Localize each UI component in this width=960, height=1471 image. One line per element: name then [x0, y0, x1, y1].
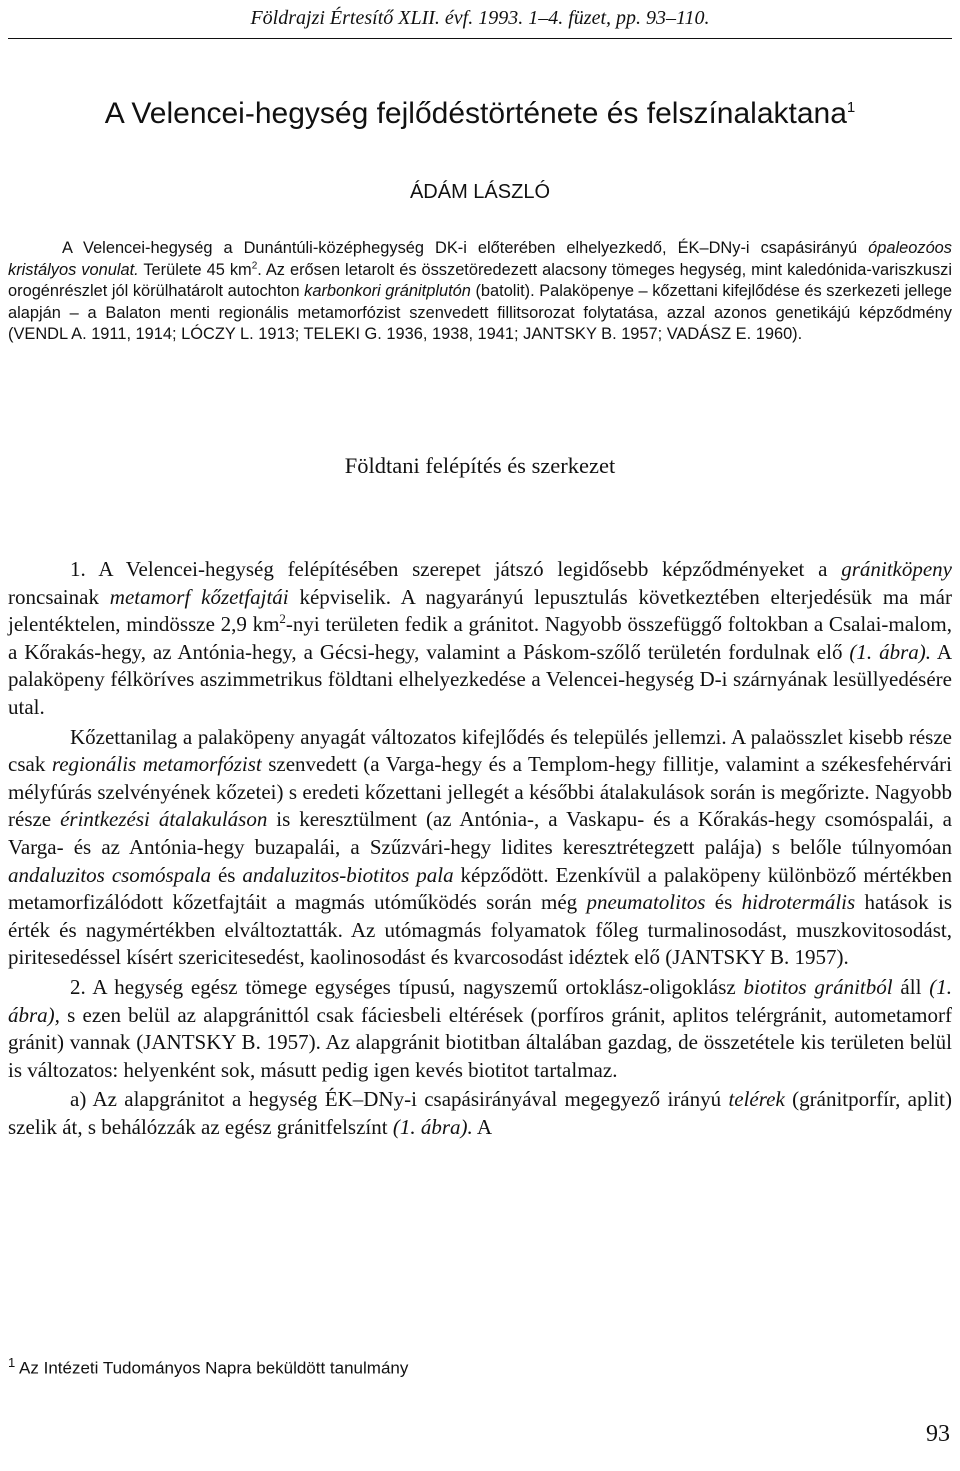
body-italic-run: pneumatolitos — [586, 890, 706, 915]
body-text-run: 2. A hegység egész tömege egységes típusú, nagyszemű ortoklász-oligoklász — [70, 974, 744, 999]
body-italic-run: érintkezési átalakuláson — [60, 807, 268, 832]
body-text-run: is keresztülment (az Antónia-, a Vaskapu- és a Kőrakás-hegy csomóspalái, a Varga- és az Antónia-hegy buzapalái, a Szűzvári-hegy lidites keresztrétegzett palája) s belőle túlnyomóan — [8, 807, 952, 859]
abstract-text: Területe 45 km — [138, 260, 252, 279]
abstract-text: . Az erősen letarolt és összetöredezett alacsony tömeges hegység, mint kaledónida-variszkuszi orogénrészlet jól körülhatárolt autochton — [8, 260, 952, 300]
title-footnote-mark: 1 — [846, 99, 856, 116]
abstract-italic-text: karbonkori gránitplutón — [304, 282, 471, 300]
figure-reference: (1. ábra). — [849, 639, 932, 664]
abstract-italic-text: ópaleozóos kristályos vonulat. — [8, 239, 952, 279]
body-text-run: szenvedett (a Varga-hegy és a Templom-hegy fillitje, valamint a székesfehérvári mélyfúrás szelvényének kőzetei) s eredeti kőzettani jellegét a későbbi átalakulások során is megőrizte. Nagyobb része — [8, 752, 952, 832]
body-italic-run: gránitköpeny — [841, 557, 952, 581]
body-text-run: (gránitporfír, aplit) szelik át, s behálózzák az egész gránitfelszínt — [8, 1087, 952, 1139]
body-text-run: -nyi területen fedik a gránitot. Nagyobb összefüggő foltokban a Csalai-malom, a Kőrakás-hegy, az Antónia-hegy, a Gécsi-hegy, valamint a Páskom-szőlő területén fordulnak elő — [8, 612, 952, 664]
paragraph-4 — [8, 1086, 952, 1141]
body-text-run: Kőzettanilag a palaköpeny anyagát változatos kifejlődés és település jellemzi. A palaösszlet kisebb része csak — [8, 724, 952, 777]
body-italic-run: andaluzitos-biotitos pala — [242, 862, 454, 887]
article-title — [0, 96, 960, 132]
figure-reference: (1. ábra). — [392, 1114, 473, 1139]
body-text-run: hatások is érték és nagymértékben elváltoztatták. Az utómagmás folyamatok főleg turmalinosodást, muszkovitosodást, piritesedéssel kísért szericitesedést, kaolinosodást és kvarcosodást idéztek elő (JANTSKY B. 1957). — [8, 890, 952, 970]
body-italic-run: andaluzitos csomóspala — [8, 862, 211, 887]
abstract-superscript: 2 — [251, 260, 258, 272]
body-italic-run: telérek — [728, 1087, 785, 1112]
page-number: 93 — [926, 1421, 950, 1447]
section-heading: Földtani felépítés és szerkezet — [344, 453, 616, 478]
abstract-text: (batolit). Palaköpenye – kőzettani kifejlődése és szerkezeti jellege alapján – a Balaton menti regionális metamorfózist szenvedett fillitsorozat folytatása, azzal azonos genetikájú képződmény (VENDL A. 1911, 1914; LÓCZY L. 1913; TELEKI G. 1936, 1938, 1941; JANTSKY B. 1957; VADÁSZ E. 1960). — [8, 282, 952, 343]
body-italic-run: metamorf kőzetfajtái — [109, 584, 289, 609]
body-text-run: képviselik. A nagyarányú lepusztulás következtében elterjedésük ma már jelentéktelen, mindössze 2,9 km — [8, 584, 952, 637]
body-text-run: képződött. Ezenkívül a palaköpeny különböző mértékben metamorfizálódott kőzetfajtáit a magmás utóműködés során még — [8, 862, 952, 915]
paragraph-3 — [8, 974, 952, 1084]
author-name: ÁDÁM LÁSZLÓ — [409, 181, 551, 203]
body-text-run: a) Az alapgránitot a hegység ÉK–DNy-i csapásirányával megegyező irányú — [70, 1087, 729, 1112]
body-text-run: roncsainak — [8, 584, 110, 609]
footnote-text: Az Intézeti Tudományos Napra beküldött tanulmány — [19, 1358, 409, 1378]
paragraph-1 — [8, 556, 952, 722]
figure-reference: (1. ábra), — [8, 974, 952, 1027]
paragraph-2 — [8, 724, 952, 972]
body-text-run: és — [210, 862, 243, 887]
body-italic-run: regionális metamorfózist — [51, 752, 262, 777]
body-italic-run: biotitos gránitból — [743, 974, 893, 999]
body-italic-run: hidrotermális — [741, 890, 856, 915]
running-head: Földrajzi Értesítő XLII. évf. 1993. 1–4. füzet, pp. 93–110. — [250, 7, 710, 29]
body-text-run: áll — [892, 974, 930, 999]
footnote — [8, 1352, 952, 1380]
footnote-mark: 1 — [8, 1355, 16, 1370]
abstract-text: A Velencei-hegység a Dunántúli-középhegység DK-i előterében elhelyezkedő, ÉK–DNy-i csapásirányú — [62, 239, 869, 257]
header-rule — [8, 38, 952, 39]
body-text — [8, 556, 952, 1141]
body-text-run: A palaköpeny félköríves aszimmetrikus földtani elhelyezkedése a Velencei-hegység D-i szárnyának lesüllyedésére utal. — [8, 639, 952, 719]
body-text-run: s ezen belül az alapgránittól csak fáciesbeli eltérések (porfíros gránit, aplitos telérgránit, autometamorf gránit) vannak (JANTSKY B. 1957). Az alapgránit biotitban általában gazdag, de összetétele kis területen belül is változatos: helyenként sok, másutt pedig igen kevés biotitot tartalmaz. — [8, 1002, 952, 1082]
body-text-run: 1. A Velencei-hegység felépítésében szerepet játszó legidősebb képződményeket a — [70, 557, 842, 581]
body-text-run: A — [472, 1114, 493, 1139]
abstract — [8, 238, 952, 346]
article-title-text: A Velencei-hegység fejlődéstörténete és felszínalaktana — [104, 97, 847, 130]
body-superscript: 2 — [279, 611, 286, 627]
body-text-run: és — [705, 890, 742, 915]
